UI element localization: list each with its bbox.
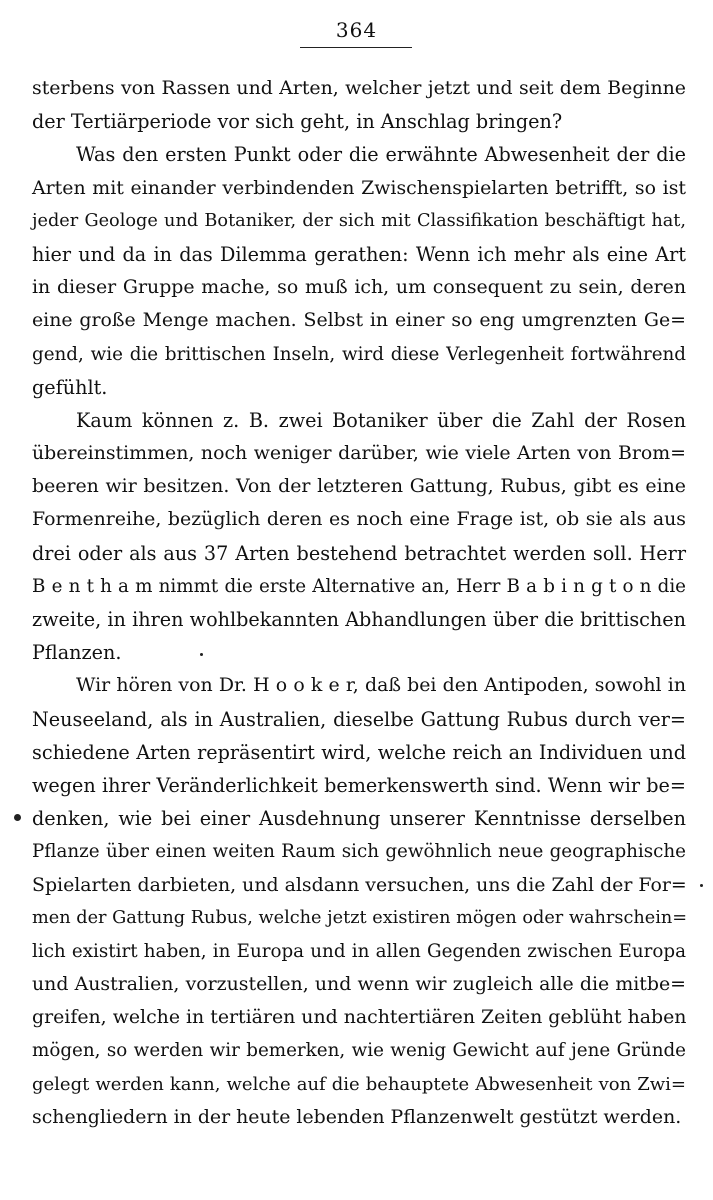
text-line: und Australien, vorzustellen, und wenn wir zugleich alle die mitbe= <box>32 973 686 996</box>
text-line: gefühlt. <box>32 375 108 399</box>
body-text <box>32 72 686 1134</box>
text-line: übereinstimmen, noch weniger darüber, wie viele Arten von Brom= <box>32 442 686 465</box>
text-line: drei oder als aus 37 Arten bestehend betrachtet werden soll. Herr <box>32 541 686 565</box>
text-line: Wir hören von Dr. H o o k e r, daß bei den Antipoden, sowohl in <box>76 674 686 697</box>
text-line: greifen, welche in tertiären und nachtertiären Zeiten geblüht haben <box>32 1006 687 1029</box>
header-rule <box>300 47 412 48</box>
text-line: denken, wie bei einer Ausdehnung unserer Kenntnisse derselben <box>32 807 686 831</box>
text-line: eine große Menge machen. Selbst in einer so eng umgrenzten Ge= <box>32 309 686 332</box>
text-line: lich existirt haben, in Europa und in allen Gegenden zwischen Europa <box>32 940 686 962</box>
text-line: Spielarten darbieten, und alsdann versuchen, uns die Zahl der For= <box>32 873 687 896</box>
text-line: schengliedern in der heute lebenden Pflanzenwelt gestützt werden. <box>32 1105 682 1128</box>
text-line: sterbens von Rassen und Arten, welcher jetzt und seit dem Beginne <box>32 77 686 99</box>
page-number: 364 <box>335 18 378 42</box>
paragraph <box>32 72 686 138</box>
paragraph <box>32 138 686 404</box>
text-line: Arten mit einander verbindenden Zwischenspielarten betrifft, so ist <box>32 176 686 199</box>
text-line: Pflanze über einen weiten Raum sich gewöhnlich neue geographische <box>32 841 686 863</box>
text-line: Neuseeland, als in Australien, dieselbe Gattung Rubus durch ver= <box>32 707 686 731</box>
paragraph <box>32 669 686 1134</box>
text-line: jeder Geologe und Botaniker, der sich mit Classifikation beschäftigt hat, <box>32 210 686 231</box>
text-line: men der Gattung Rubus, welche jetzt existiren mögen oder wahrschein= <box>32 907 688 928</box>
text-line: gelegt werden kann, welche auf die behauptete Abwesenheit von Zwi= <box>32 1073 686 1095</box>
text-line: mögen, so werden wir bemerken, wie wenig Gewicht auf jene Gründe <box>32 1040 686 1062</box>
ink-speck <box>700 884 703 887</box>
text-line: beeren wir besitzen. Von der letzteren Gattung, Rubus, gibt es eine <box>32 475 686 498</box>
text-line: gend, wie die brittischen Inseln, wird diese Verlegenheit fortwährend <box>32 343 686 365</box>
paragraph <box>32 404 686 670</box>
text-line: Formenreihe, bezüglich deren es noch eine Frage ist, ob sie als aus <box>32 508 686 531</box>
text-line: schiedene Arten repräsentirt wird, welche reich an Individuen und <box>32 740 686 764</box>
text-line: Pflanzen. <box>32 641 122 665</box>
text-line: hier und da in das Dilemma gerathen: Wenn ich mehr als eine Art <box>32 242 686 266</box>
ink-speck <box>200 653 203 656</box>
text-line: Kaum können z. B. zwei Botaniker über die Zahl der Rosen <box>76 408 686 432</box>
text-line: B e n t h a m nimmt die erste Alternative an, Herr B a b i n g t o n die <box>32 575 686 597</box>
text-line: zweite, in ihren wohlbekannten Abhandlungen über die brittischen <box>32 608 686 631</box>
text-line: wegen ihrer Veränderlichkeit bemerkenswerth sind. Wenn wir be= <box>32 773 686 797</box>
text-line: der Tertiärperiode vor sich geht, in Anschlag bringen? <box>32 110 563 134</box>
ink-speck <box>14 814 21 821</box>
text-line: Was den ersten Punkt oder die erwähnte Abwesenheit der die <box>76 143 686 167</box>
text-line: in dieser Gruppe mache, so muß ich, um consequent zu sein, deren <box>32 276 686 299</box>
